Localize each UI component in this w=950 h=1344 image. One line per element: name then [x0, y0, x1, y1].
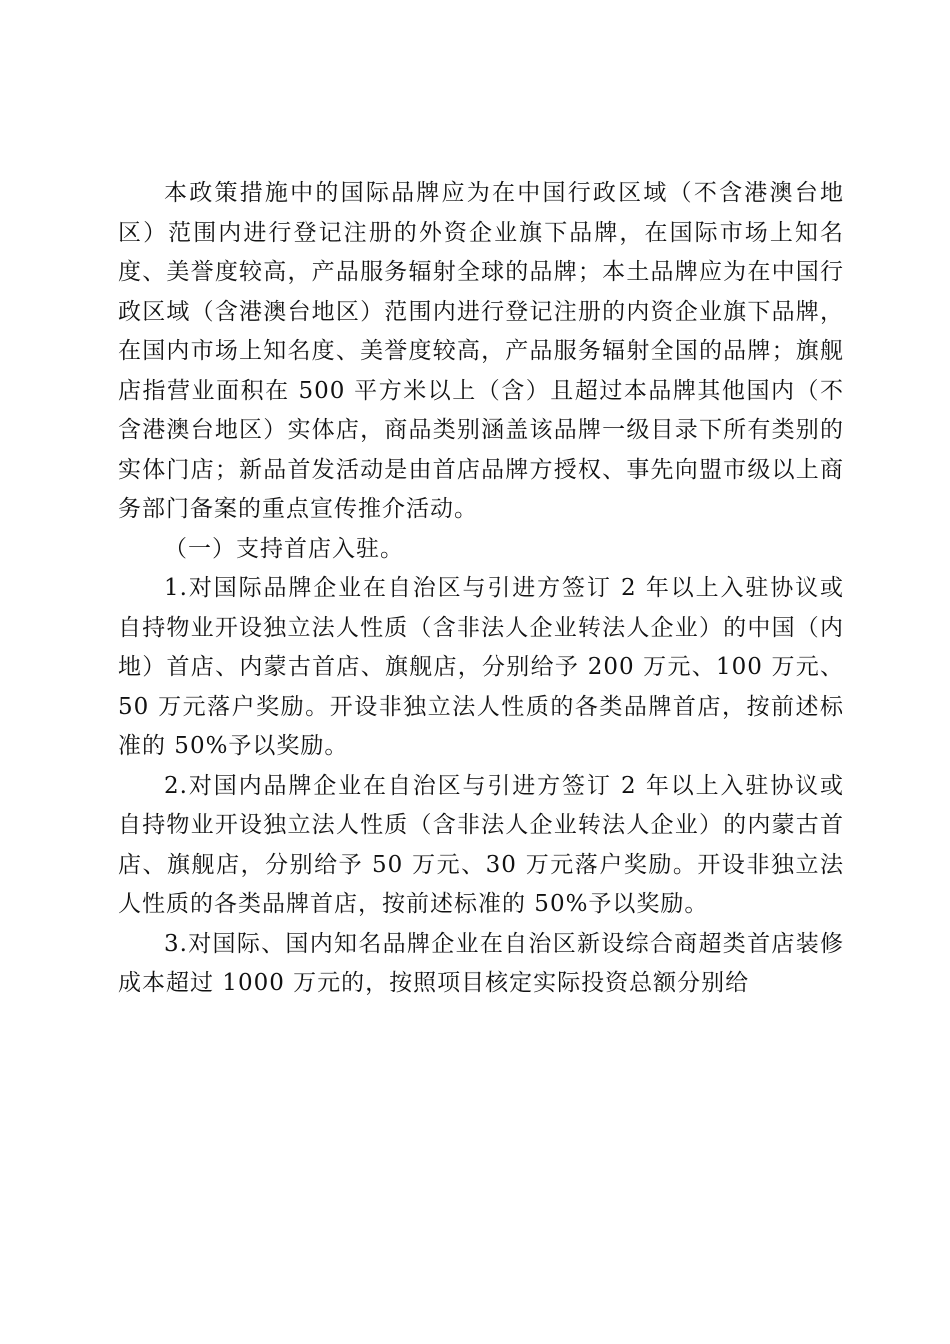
section-heading: （一）支持首店入驻。: [164, 535, 404, 562]
policy-item-2: 2.对国内品牌企业在自治区与引进方签订 2 年以上入驻协议或自持物业开设独立法人性质（含非法人企业转法人企业）的内蒙古首店、旗舰店，分别给予 50 万元、30 万元落户奖励。开设非独立法人性质的各类品牌首店，按前述标准的 50%予以奖励。: [118, 772, 844, 917]
definition-paragraph: 本政策措施中的国际品牌应为在中国行政区域（不含港澳台地区）范围内进行登记注册的外资企业旗下品牌，在国际市场上知名度、美誉度较高，产品服务辐射全球的品牌；本土品牌应为在中国行政区域（含港澳台地区）范围内进行登记注册的内资企业旗下品牌，在国内市场上知名度、美誉度较高，产品服务辐射全国的品牌；旗舰店指营业面积在 500 平方米以上（含）且超过本品牌其他国内（不含港澳台地区）实体店，商品类别涵盖该品牌一级目录下所有类别的实体门店；新品首发活动是由首店品牌方授权、事先向盟市级以上商务部门备案的重点宣传推介活动。: [118, 180, 844, 522]
policy-item-1: 1.对国际品牌企业在自治区与引进方签订 2 年以上入驻协议或自持物业开设独立法人性质（含非法人企业转法人企业）的中国（内地）首店、内蒙古首店、旗舰店，分别给予 200 万元、100 万元、50 万元落户奖励。开设非独立法人性质的各类品牌首店，按前述标准的 50%予以奖励。: [118, 575, 844, 759]
policy-item-3: 3.对国际、国内知名品牌企业在自治区新设综合商超类首店装修成本超过 1000 万元的，按照项目核定实际投资总额分别给: [118, 930, 844, 996]
document-page: [118, 174, 844, 1004]
